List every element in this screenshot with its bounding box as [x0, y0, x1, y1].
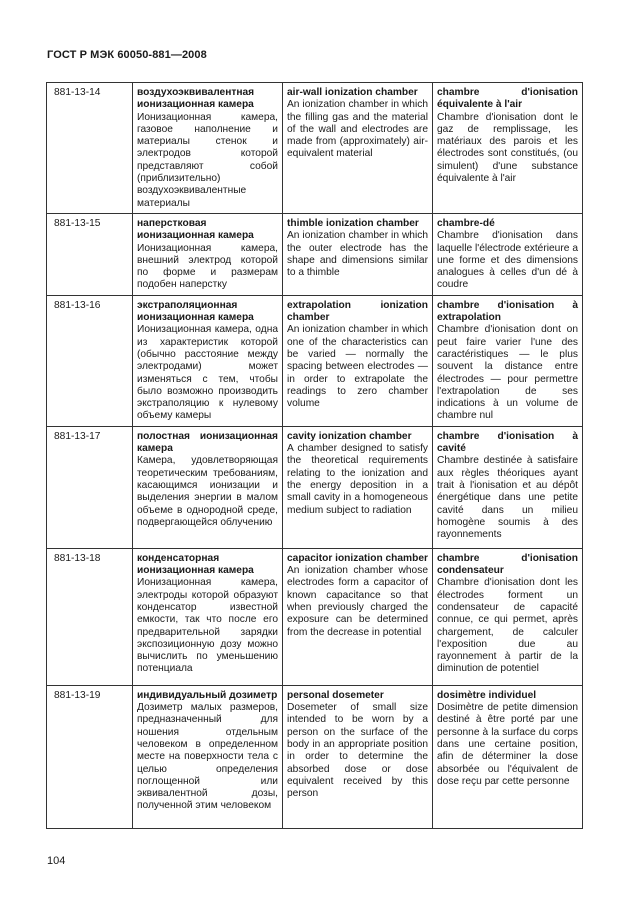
- russian-definition: Ионизационная камера, электроды которой образуют конденсатор известной емкости, так что после его предварительной зарядки экспозиционную дозу можно вычислить по уменьшению потенциала: [137, 577, 278, 675]
- english-term: personal dosemeter: [287, 689, 384, 701]
- french-term: chambre d'ionisation à cavité: [437, 430, 578, 455]
- english-term: capacitor ionization chamber: [287, 552, 428, 564]
- russian-entry: [133, 213, 283, 295]
- russian-definition: Камера, удовлетворяющая теоретическим требованиям, касающимся ионизации и выделения энергии в малом объеме в однородной среде, подвергающейся облучению: [137, 455, 278, 528]
- french-definition: Chambre d'ionisation dans laquelle l'électrode extérieure a une forme et des dimensions analogues à celles d'un dé à coudre: [437, 230, 578, 291]
- french-entry: [433, 213, 583, 295]
- table-row: [47, 213, 583, 295]
- english-definition: Dosemeter of small size intended to be worn by a person on the surface of the body in an appropriate position in order to determine the absorbed dose or dose equivalent received by this person: [287, 702, 428, 800]
- table-row: [47, 295, 583, 426]
- english-entry: [283, 295, 433, 426]
- french-entry: [433, 426, 583, 548]
- english-entry: [283, 83, 433, 214]
- russian-term: экстраполяционная ионизационная камера: [137, 299, 254, 324]
- french-definition: Dosimètre de petite dimension destiné à être porté par une personne à la surface du corps dans une certaine position, afin de déterminer la dose absorbée ou l'équivalent de dose reçu par cette personne: [437, 702, 578, 787]
- english-entry: [283, 426, 433, 548]
- term-code: 881-13-15: [47, 213, 133, 295]
- term-code: 881-13-18: [47, 548, 133, 685]
- russian-term: конденсаторная ионизационная камера: [137, 552, 254, 577]
- russian-term: индивидуальный дозиметр: [137, 689, 278, 701]
- french-entry: [433, 83, 583, 214]
- russian-definition: Ионизационная камера, одна из характеристик которой (обычно расстояние между электродами) может изменяться с тем, чтобы было возможно производить экстраполяцию к нулевому объему камеры: [137, 324, 278, 422]
- french-definition: Chambre d'ionisation dont on peut faire varier l'une des caractéristiques — le plus souvent la distance entre électrodes — pour permettre l'extrapolation de ses indications à un volume de chambre nul: [437, 324, 578, 422]
- russian-definition: Дозиметр малых размеров, предназначенный для ношения отдельным человеком в определенном месте на поверхности тела с целью определения поглощенной или эквивалентной дозы, полученной этим человеком: [137, 702, 278, 812]
- english-definition: An ionization chamber in which one of the characteristics can be varied — normally the spacing between electrodes — in order to extrapolate the readings to zero chamber volume: [287, 324, 428, 410]
- table-row: [47, 685, 583, 828]
- french-term: chambre d'ionisation à extrapolation: [437, 299, 578, 324]
- table-row: [47, 548, 583, 685]
- english-entry: [283, 548, 433, 685]
- russian-entry: [133, 685, 283, 828]
- english-term: thimble ionization chamber: [287, 217, 419, 229]
- english-entry: [283, 213, 433, 295]
- english-definition: A chamber designed to satisfy the theoretical requirements relating to the ionization and the energy deposition in a small cavity in a homogeneous medium subject to radiation: [287, 443, 428, 516]
- russian-entry: [133, 83, 283, 214]
- russian-term: наперстковая ионизационная камера: [137, 217, 254, 242]
- russian-term: воздухоэквивалентная ионизационная камера: [137, 87, 255, 111]
- french-entry: [433, 548, 583, 685]
- term-code: 881-13-16: [47, 295, 133, 426]
- french-definition: Chambre d'ionisation dont les électrodes forment un condensateur de capacité connue, ce qui permet, après chargement, de calculer l'exposition due au rayonnement à partir de la diminution de potentiel: [437, 577, 578, 675]
- russian-entry: [133, 295, 283, 426]
- english-term: extrapolation ionization chamber: [287, 299, 428, 324]
- english-entry: [283, 685, 433, 828]
- french-definition: Chambre destinée à satisfaire aux règles théoriques ayant trait à l'ionisation et au dépôt énergétique dans une petite cavité dans un milieu homogène soumis à des rayonnements: [437, 455, 578, 541]
- russian-entry: [133, 548, 283, 685]
- english-definition: An ionization chamber in which the filling gas and the material of the wall and electrodes are made from (approximately) air-equivalent material: [287, 99, 428, 160]
- table-row: [47, 426, 583, 548]
- french-definition: Chambre d'ionisation dont le gaz de remplissage, les matériaux des parois et les électrodes sont constitués, (ou simulent) d'une substance équivalente à l'air: [437, 111, 578, 185]
- french-entry: [433, 295, 583, 426]
- english-term: air-wall ionization chamber: [287, 87, 418, 98]
- french-entry: [433, 685, 583, 828]
- term-code: 881-13-17: [47, 426, 133, 548]
- russian-definition: Ионизационная камера, газовое наполнение и материалы стенок и электродов которой представляют собой (приблизительно) воздухоэквивалентные материалы: [137, 111, 278, 209]
- term-code: 881-13-14: [47, 83, 133, 214]
- french-term: chambre-dé: [437, 217, 495, 229]
- french-term: dosimètre individuel: [437, 689, 537, 701]
- table-row: [47, 83, 583, 214]
- english-definition: An ionization chamber in which the outer electrode has the shape and dimensions similar to a thimble: [287, 230, 428, 279]
- page-header: ГОСТ Р МЭК 60050-881—2008: [47, 49, 207, 61]
- russian-definition: Ионизационная камера, внешний электрод которой по форме и размерам подобен наперстку: [137, 242, 278, 291]
- french-term: chambre d'ionisation condensateur: [437, 552, 578, 577]
- term-code: 881-13-19: [47, 685, 133, 828]
- page-number: 104: [47, 855, 66, 867]
- russian-entry: [133, 426, 283, 548]
- french-term: chambre d'ionisation équivalente à l'air: [437, 87, 578, 111]
- russian-term: полостная ионизационная камера: [137, 430, 278, 455]
- terms-table: [46, 82, 583, 829]
- english-definition: An ionization chamber whose electrodes form a capacitor of known capacitance so that when previously charged the exposure can be determined from the decrease in potential: [287, 565, 428, 638]
- english-term: cavity ionization chamber: [287, 430, 412, 442]
